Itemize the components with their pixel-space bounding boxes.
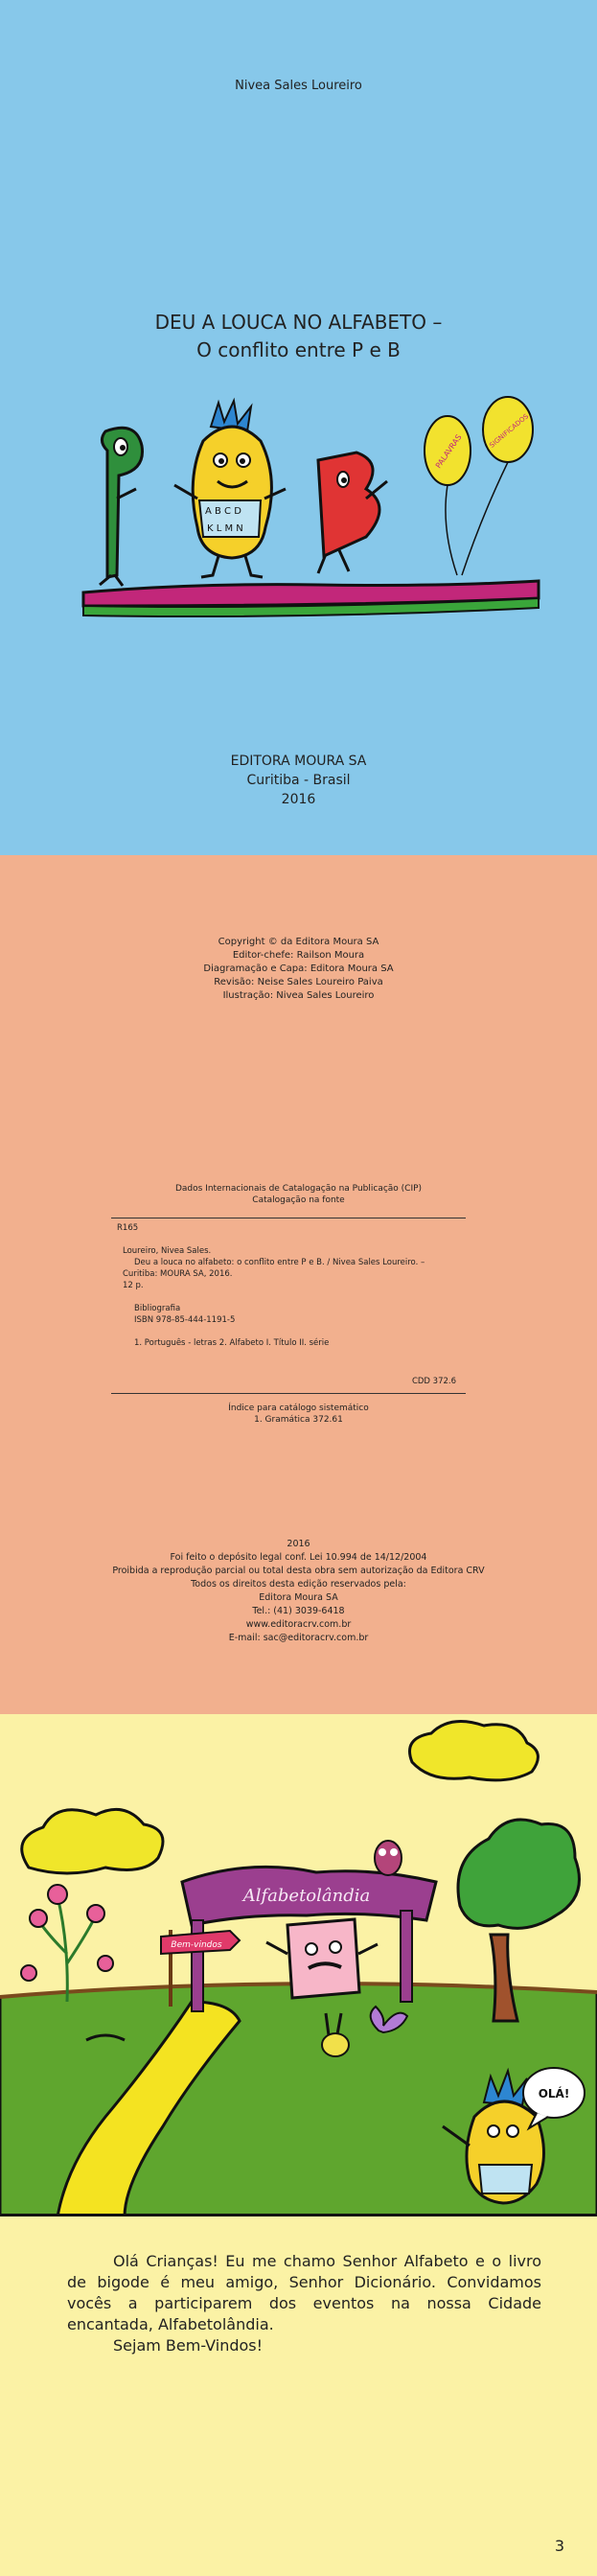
- alphabet-character: [174, 401, 286, 577]
- credits-block: [0, 936, 597, 1003]
- story-illustration: [0, 1714, 597, 2216]
- catalog-subjects: 1. Português - letras 2. Alfabeto I. Título II. série: [134, 1338, 330, 1348]
- catalog-pages: 12 p.: [123, 1281, 144, 1290]
- story-text: [67, 2251, 541, 2356]
- story-page: [0, 1714, 597, 2576]
- arrow-sign-text: Bem-vindos: [171, 1940, 222, 1950]
- catalog-description-1: Deu a louca no alfabeto: o conflito entre P e B. / Nivea Sales Loureiro. –: [134, 1258, 425, 1267]
- legal-line: Todos os direitos desta edição reservados pela:: [191, 1579, 406, 1590]
- cover-year: 2016: [281, 792, 316, 807]
- story-paragraph: Olá Crianças! Eu me chamo Senhor Alfabeto e o livro de bigode é meu amigo, Senhor Dicionário. Convidamos vocês a participarem dos eventos na nossa Cidade encantada, Alfabetolândia.: [67, 2252, 541, 2333]
- index-block: [0, 1403, 597, 1426]
- svg-text:A B C D: A B C D: [205, 506, 241, 517]
- owl: [375, 1841, 402, 1875]
- legal-line: www.editoracrv.com.br: [245, 1619, 352, 1630]
- cip-heading: [0, 1183, 597, 1206]
- copyright-page: [0, 855, 597, 1714]
- cover-publisher-block: [0, 752, 597, 809]
- index-item: 1. Gramática 372.61: [254, 1415, 343, 1425]
- legal-line: Proibida a reprodução parcial ou total desta obra sem autorização da Editora CRV: [112, 1566, 485, 1576]
- credit-line: Editor-chefe: Railson Moura: [232, 950, 365, 961]
- cip-subtitle: Catalogação na fonte: [252, 1195, 345, 1205]
- cip-title: Dados Internacionais de Catalogação na Publicação (CIP): [174, 1184, 423, 1194]
- legal-line: Tel.: (41) 3039-6418: [252, 1606, 345, 1616]
- legal-line: Editora Moura SA: [259, 1592, 338, 1603]
- credit-line: Diagramação e Capa: Editora Moura SA: [203, 963, 394, 974]
- cover-author: Nivea Sales Loureiro: [235, 79, 362, 93]
- cover-title-line-1: DEU A LOUCA NO ALFABETO –: [154, 311, 443, 334]
- cover-title: [0, 309, 597, 364]
- cover-city: Curitiba - Brasil: [246, 773, 351, 788]
- balloon-significados: [462, 397, 533, 575]
- credit-line: Copyright © da Editora Moura SA: [218, 937, 379, 947]
- letter-p-character: [100, 428, 143, 586]
- balloon-palavras-label: PALAVRAS: [433, 432, 464, 471]
- catalog-author: Loureiro, Nivea Sales.: [123, 1246, 212, 1256]
- svg-text:K L M N: K L M N: [207, 523, 243, 534]
- arch-sign-text: Alfabetolândia: [242, 1886, 371, 1906]
- legal-line: 2016: [287, 1539, 310, 1549]
- cover-illustration: [79, 393, 543, 623]
- index-title: Índice para catálogo sistemático: [228, 1404, 369, 1413]
- catalog-description-2: Curitiba: MOURA SA, 2016.: [123, 1269, 233, 1279]
- credit-line: Ilustração: Nivea Sales Loureiro: [222, 990, 375, 1001]
- credit-line: Revisão: Neise Sales Loureiro Paiva: [214, 977, 383, 987]
- balloon-palavras: [425, 416, 471, 575]
- catalog-bottom-rule: [111, 1393, 466, 1394]
- cover-title-line-2: O conflito entre P e B: [196, 338, 401, 361]
- catalog-card: [111, 1218, 466, 1394]
- catalog-bibliography: Bibliografia: [134, 1304, 181, 1313]
- balloon-significados-label: SIGNIFICADOS: [488, 412, 531, 450]
- legal-block: [0, 1538, 597, 1645]
- legal-line: E-mail: sac@editoracrv.com.br: [228, 1633, 369, 1643]
- legal-line: Foi feito o depósito legal conf. Lei 10.994 de 14/12/2004: [170, 1552, 427, 1563]
- page-number: 3: [554, 2537, 564, 2555]
- cover-page: [0, 0, 597, 855]
- catalog-code: R165: [117, 1223, 139, 1233]
- cover-publisher: EDITORA MOURA SA: [230, 754, 367, 769]
- letter-b-character: [318, 453, 387, 573]
- catalog-cdd: CDD 372.6: [411, 1377, 456, 1386]
- story-closing: Sejam Bem-Vindos!: [113, 2336, 264, 2355]
- speech-bubble-text: OLÁ!: [538, 2087, 570, 2100]
- catalog-isbn: ISBN 978-85-444-1191-5: [134, 1315, 236, 1325]
